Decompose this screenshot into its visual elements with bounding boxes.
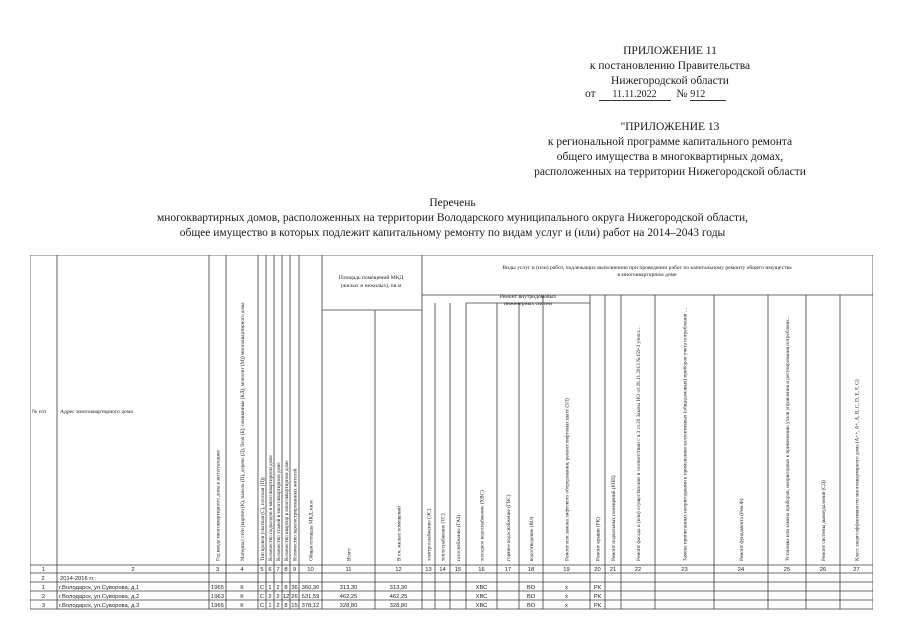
row-area-living: 328,80 <box>389 603 408 609</box>
list-subtitle-line2: общее имущество в которых подлежит капитальному ремонту по видам услуг и (или) работ на 2014–2043 годы <box>179 227 726 239</box>
works-group-label: Виды услуг и (или) работ, подлежащих выполнению при проведении работ по капитальному ремонту общего имущества <box>502 265 792 271</box>
appendix-13-line3: расположенных на территории Нижегородской области <box>534 166 806 178</box>
row-total-area: 360,30 <box>301 585 320 591</box>
col-header-vertical: Установка или замена приборов, непригодных к применению узлов управления и регулирования потреблени… <box>785 315 791 561</box>
col-header-vertical: горячее водоснабжение (ГВС) <box>506 494 512 561</box>
col-header-vertical: Количество этажей в многоквартирном доме <box>276 462 282 561</box>
engineering-group-label: Ремонт внутридомовых <box>499 294 557 300</box>
row-residents: 15 <box>291 603 298 609</box>
row-year: 1965 <box>211 585 224 591</box>
col-header-vertical: теплоснабжение (ТС) <box>440 513 447 561</box>
appendix-13-title: "ПРИЛОЖЕНИЕ 13 <box>620 121 720 133</box>
row-vo: ВО <box>526 603 536 609</box>
number-label: № <box>676 88 688 100</box>
row-entrances: 2 <box>268 594 272 600</box>
col-header-vertical: Количество квартир в многоквартирном доме <box>284 460 290 561</box>
col-header-vertical: газоснабжение (ГАЗ) <box>456 514 462 561</box>
row-hvs: ХВС <box>475 585 488 591</box>
row-no: 1 <box>41 585 46 591</box>
row-roof-type: С <box>259 585 265 591</box>
row-year: 1965 <box>211 603 224 609</box>
col-header-vertical: Количество зарегистрированных жителей <box>292 468 299 561</box>
col-header-vertical: Ремонт или замена лифтового оборудования, ремонт лифтовых шахт (ЗЛ) <box>564 398 571 561</box>
column-number: 17 <box>504 567 512 573</box>
col-header-no: № п/п <box>32 409 47 415</box>
column-number: 11 <box>345 567 352 573</box>
column-number: 8 <box>284 567 288 573</box>
column-number: 24 <box>737 567 745 573</box>
area-group-label: Площадь помещений МКД <box>338 275 404 281</box>
column-number: 1 <box>41 567 46 573</box>
row-entrances: 1 <box>268 585 272 591</box>
engineering-group-label-2: инженерных систем <box>504 301 552 307</box>
row-area-all: 462,25 <box>339 594 358 600</box>
repair-table <box>30 255 873 620</box>
column-number: 26 <box>819 567 827 573</box>
row-rk: РК <box>593 585 602 591</box>
column-number: 13 <box>425 567 432 573</box>
col-header-vertical: Количество подъездов в многоквартирном доме <box>268 455 274 561</box>
row-area-all: 313,30 <box>339 585 358 591</box>
col-header-vertical: электроснабжение (ЭС) <box>426 508 433 561</box>
col-header-vertical: Замена приписанных непригодными к применению коллективных (общедомовых) приборов учета потребления … <box>682 307 689 561</box>
row-total-area: 378,12 <box>301 603 320 609</box>
column-number: 21 <box>609 567 617 573</box>
col-header-vertical: Год ввода многоквартирного дома в эксплуатацию <box>215 449 222 561</box>
column-number: 4 <box>240 567 244 573</box>
column-number: 12 <box>395 567 402 573</box>
row-flats: 8 <box>284 585 288 591</box>
number-value: 912 <box>690 90 726 101</box>
row-vo: ВО <box>526 594 536 600</box>
row-roof-type: С <box>259 603 265 609</box>
row-roof-type: С <box>259 594 265 600</box>
row-floors: 2 <box>276 585 280 591</box>
column-number: 20 <box>594 567 601 573</box>
area-group-label-2: (жилых и нежилых), кв.м <box>340 283 402 289</box>
row-vo: ВО <box>526 585 536 591</box>
col-header-vertical: Тип кровли (скатная (С), плоская (П)) <box>260 477 266 561</box>
row-address: г.Володарск, ул.Суворова, д.1 <box>59 585 140 591</box>
row-rk: РК <box>593 603 602 609</box>
column-number: 3 <box>215 567 220 573</box>
row-address: г.Володарск, ул.Суворова, д.3 <box>59 603 140 609</box>
row-address: г.Володарск, ул.Суворова, д.2 <box>59 594 140 600</box>
col-header-address: Адрес многоквартирного дома <box>60 409 133 415</box>
appendix-13-line2: общего имущества в многоквартирных домах, <box>556 151 784 163</box>
row-no: 2 <box>41 594 46 600</box>
works-group-label-2: в многоквартирном доме <box>617 272 677 278</box>
col-header-vertical: Ремонт фасада и (или) осуществление в соответствии с ч.3 ст.20 Закона НО от 28.11.2013 №159-З утепл… <box>636 325 642 561</box>
col-header-vertical: Всего <box>346 548 353 561</box>
row-total-area: 531,59 <box>301 594 320 600</box>
section-label: 2014-2016 гг.: <box>60 576 97 582</box>
list-subtitle-line1: многоквартирных домов, расположенных на территории Володарского муниципального округа Нижегородской области, <box>156 212 749 224</box>
col-header-vertical: Ремонт системы дымоудаления (СД) <box>821 480 827 561</box>
row-zl: х <box>565 603 568 609</box>
row-year: 1963 <box>211 594 224 600</box>
column-number: 9 <box>292 567 297 573</box>
row-wall-material: К <box>240 603 244 609</box>
row-flats: 8 <box>284 603 288 609</box>
from-label: от <box>585 88 596 100</box>
appendix-11-line2: Нижегородской области <box>611 75 729 87</box>
row-zl: х <box>565 585 568 591</box>
column-number: 19 <box>563 567 570 573</box>
column-number: 6 <box>268 567 272 573</box>
column-number: 5 <box>260 567 264 573</box>
row-hvs: ХВС <box>475 594 488 600</box>
column-number: 18 <box>527 567 535 573</box>
row-area-living: 313,30 <box>389 585 408 591</box>
row-floors: 2 <box>276 603 280 609</box>
col-header-vertical: водоотведение (ВО) <box>529 516 535 561</box>
row-wall-material: К <box>240 585 244 591</box>
col-header-vertical: Ремонт подвальных помещений (РПП) <box>611 475 617 561</box>
list-title: Перечень <box>429 197 476 209</box>
col-header-vertical: Ремонт фундамента (Рем.Ф) <box>739 498 745 561</box>
row-wall-material: К <box>240 594 244 600</box>
row-area-all: 328,80 <box>339 603 358 609</box>
appendix-11-line1: к постановлению Правительства <box>589 60 751 72</box>
row-no: 3 <box>41 603 46 609</box>
col-header-vertical: Общая площадь МКД, кв.м <box>308 500 315 561</box>
row-residents: 36 <box>291 585 298 591</box>
col-header-vertical: холодное водоснабжение (ХВС) <box>479 490 486 561</box>
column-number: 22 <box>634 567 642 573</box>
col-header-vertical: Класс энергоэффективности многоквартирного дома (A++, A+, A, B, C, D, E, F, G) <box>854 379 861 561</box>
col-header-vertical: Ремонт крыши (РК) <box>595 517 602 561</box>
row-hvs: ХВС <box>475 603 488 609</box>
column-number: 2 <box>131 567 135 573</box>
section-number: 2 <box>41 576 45 582</box>
row-area-living: 462,25 <box>389 594 408 600</box>
column-number: 15 <box>454 567 462 573</box>
column-number: 10 <box>307 567 314 573</box>
date-value: 11.11.2022 <box>599 90 671 101</box>
row-flats: 12 <box>282 594 290 600</box>
column-number: 25 <box>783 567 791 573</box>
row-zl: х <box>565 594 568 600</box>
row-floors: 2 <box>276 594 280 600</box>
col-header-vertical: Материал стен (кирпич (К), панель (П), дерево (Д), блок (Б), смешанные (КД), монолит (М)) многоквартирного дома <box>240 302 246 561</box>
row-residents: 26 <box>291 594 298 600</box>
column-number: 16 <box>478 567 485 573</box>
column-number: 23 <box>681 567 688 573</box>
appendix-11-date-line <box>585 88 755 101</box>
row-entrances: 1 <box>268 603 272 609</box>
row-rk: РК <box>593 594 602 600</box>
column-number: 14 <box>439 567 446 573</box>
column-number: 27 <box>853 567 860 573</box>
appendix-13-line1: к региональной программе капитального ремонта <box>547 136 793 148</box>
appendix-11-title: ПРИЛОЖЕНИЕ 11 <box>623 45 717 57</box>
col-header-vertical: В т.ч. жилых помещений <box>396 506 403 561</box>
column-number: 7 <box>276 567 280 573</box>
